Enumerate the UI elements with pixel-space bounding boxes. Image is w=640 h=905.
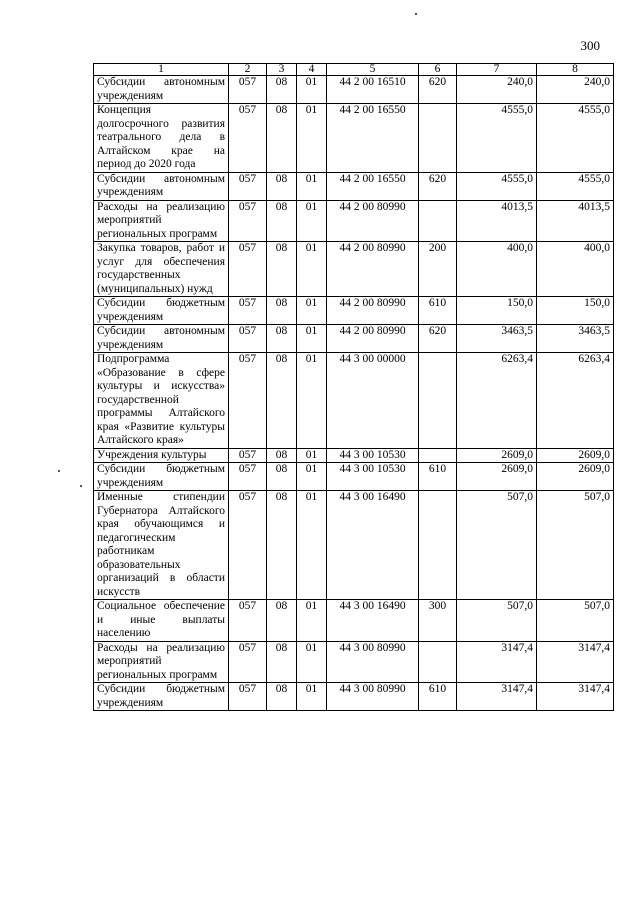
table-row — [94, 491, 614, 600]
scan-speck — [415, 13, 417, 15]
expense-type-code: 620 — [419, 76, 457, 104]
expense-type-code — [419, 491, 457, 600]
amount-2020: 400,0 — [537, 242, 614, 297]
budget-table — [93, 63, 614, 711]
amount-2019: 4555,0 — [457, 172, 537, 200]
table-row — [94, 600, 614, 642]
ministry-code: 057 — [229, 353, 267, 449]
section-code: 08 — [267, 353, 297, 449]
row-name: Концепция долгосрочного развития театрального дела в Алтайском крае на период до 2020 года — [94, 104, 229, 173]
target-article-code: 44 2 00 80990 — [327, 297, 419, 325]
amount-2020: 4013,5 — [537, 200, 614, 242]
section-code: 08 — [267, 600, 297, 642]
subsection-code: 01 — [297, 641, 327, 683]
amount-2019: 3147,4 — [457, 683, 537, 711]
expense-type-code — [419, 448, 457, 463]
subsection-code: 01 — [297, 683, 327, 711]
subsection-code: 01 — [297, 448, 327, 463]
row-name: Закупка товаров, работ и услуг для обеспечения государственных (муниципальных) нужд — [94, 242, 229, 297]
section-code: 08 — [267, 448, 297, 463]
ministry-code: 057 — [229, 600, 267, 642]
row-name: Именные стипендии Губернатора Алтайского края обучающимся и педагогическим работникам образовательных организаций в области искусств — [94, 491, 229, 600]
row-name: Подпрограмма «Образование в сфере культуры и искусства» государственной программы Алтайского края «Развитие культуры Алтайского края» — [94, 353, 229, 449]
table-row — [94, 297, 614, 325]
section-code: 08 — [267, 683, 297, 711]
target-article-code: 44 2 00 16550 — [327, 172, 419, 200]
section-code: 08 — [267, 200, 297, 242]
amount-2019: 2609,0 — [457, 463, 537, 491]
expense-type-code: 200 — [419, 242, 457, 297]
amount-2019: 3463,5 — [457, 325, 537, 353]
ministry-code: 057 — [229, 491, 267, 600]
table-row — [94, 641, 614, 683]
section-code: 08 — [267, 297, 297, 325]
column-number: 8 — [537, 64, 614, 76]
amount-2020: 3463,5 — [537, 325, 614, 353]
expense-type-code — [419, 641, 457, 683]
table-row — [94, 683, 614, 711]
table-row — [94, 463, 614, 491]
row-name: Социальное обеспечение и иные выплаты населению — [94, 600, 229, 642]
expense-type-code — [419, 200, 457, 242]
subsection-code: 01 — [297, 297, 327, 325]
table-row — [94, 353, 614, 449]
amount-2019: 507,0 — [457, 491, 537, 600]
ministry-code: 057 — [229, 641, 267, 683]
target-article-code: 44 2 00 80990 — [327, 200, 419, 242]
amount-2020: 2609,0 — [537, 463, 614, 491]
section-code: 08 — [267, 172, 297, 200]
target-article-code: 44 2 00 80990 — [327, 242, 419, 297]
expense-type-code: 610 — [419, 297, 457, 325]
section-code: 08 — [267, 104, 297, 173]
ministry-code: 057 — [229, 448, 267, 463]
column-number: 7 — [457, 64, 537, 76]
column-number: 5 — [327, 64, 419, 76]
column-number: 3 — [267, 64, 297, 76]
amount-2020: 3147,4 — [537, 683, 614, 711]
target-article-code: 44 2 00 16550 — [327, 104, 419, 173]
amount-2020: 150,0 — [537, 297, 614, 325]
column-number: 2 — [229, 64, 267, 76]
subsection-code: 01 — [297, 242, 327, 297]
ministry-code: 057 — [229, 76, 267, 104]
row-name: Субсидии бюджетным учреждениям — [94, 297, 229, 325]
ministry-code: 057 — [229, 683, 267, 711]
section-code: 08 — [267, 325, 297, 353]
column-number: 6 — [419, 64, 457, 76]
expense-type-code: 300 — [419, 600, 457, 642]
row-name: Субсидии автономным учреждениям — [94, 325, 229, 353]
section-code: 08 — [267, 76, 297, 104]
expense-type-code: 610 — [419, 683, 457, 711]
amount-2019: 4555,0 — [457, 104, 537, 173]
amount-2019: 150,0 — [457, 297, 537, 325]
expense-type-code: 610 — [419, 463, 457, 491]
amount-2019: 4013,5 — [457, 200, 537, 242]
table-row — [94, 76, 614, 104]
target-article-code: 44 3 00 10530 — [327, 463, 419, 491]
table-row — [94, 172, 614, 200]
section-code: 08 — [267, 641, 297, 683]
table-row — [94, 104, 614, 173]
table-row — [94, 448, 614, 463]
row-name: Расходы на реализацию мероприятий региональных программ — [94, 641, 229, 683]
subsection-code: 01 — [297, 463, 327, 491]
table-row — [94, 242, 614, 297]
expense-type-code — [419, 353, 457, 449]
subsection-code: 01 — [297, 104, 327, 173]
target-article-code: 44 3 00 16490 — [327, 491, 419, 600]
target-article-code: 44 3 00 80990 — [327, 683, 419, 711]
ministry-code: 057 — [229, 325, 267, 353]
amount-2019: 507,0 — [457, 600, 537, 642]
ministry-code: 057 — [229, 297, 267, 325]
row-name: Субсидии бюджетным учреждениям — [94, 683, 229, 711]
scan-speck — [80, 485, 82, 487]
column-number: 1 — [94, 64, 229, 76]
column-number: 4 — [297, 64, 327, 76]
amount-2020: 4555,0 — [537, 104, 614, 173]
expense-type-code — [419, 104, 457, 173]
subsection-code: 01 — [297, 200, 327, 242]
target-article-code: 44 3 00 00000 — [327, 353, 419, 449]
subsection-code: 01 — [297, 491, 327, 600]
table-body — [94, 76, 614, 711]
amount-2020: 240,0 — [537, 76, 614, 104]
subsection-code: 01 — [297, 353, 327, 449]
row-name: Субсидии автономным учреждениям — [94, 76, 229, 104]
target-article-code: 44 2 00 80990 — [327, 325, 419, 353]
target-article-code: 44 3 00 10530 — [327, 448, 419, 463]
amount-2019: 400,0 — [457, 242, 537, 297]
row-name: Расходы на реализацию мероприятий региональных программ — [94, 200, 229, 242]
section-code: 08 — [267, 242, 297, 297]
table-row — [94, 200, 614, 242]
amount-2020: 507,0 — [537, 491, 614, 600]
target-article-code: 44 2 00 16510 — [327, 76, 419, 104]
page-number: 300 — [580, 38, 600, 53]
row-name: Субсидии бюджетным учреждениям — [94, 463, 229, 491]
target-article-code: 44 3 00 16490 — [327, 600, 419, 642]
expense-type-code: 620 — [419, 172, 457, 200]
amount-2019: 240,0 — [457, 76, 537, 104]
amount-2020: 507,0 — [537, 600, 614, 642]
ministry-code: 057 — [229, 200, 267, 242]
amount-2020: 4555,0 — [537, 172, 614, 200]
amount-2019: 6263,4 — [457, 353, 537, 449]
ministry-code: 057 — [229, 242, 267, 297]
row-name: Учреждения культуры — [94, 448, 229, 463]
target-article-code: 44 3 00 80990 — [327, 641, 419, 683]
table-row — [94, 325, 614, 353]
subsection-code: 01 — [297, 76, 327, 104]
amount-2020: 3147,4 — [537, 641, 614, 683]
amount-2019: 3147,4 — [457, 641, 537, 683]
section-code: 08 — [267, 463, 297, 491]
row-name: Субсидии автономным учреждениям — [94, 172, 229, 200]
ministry-code: 057 — [229, 172, 267, 200]
subsection-code: 01 — [297, 325, 327, 353]
subsection-code: 01 — [297, 600, 327, 642]
column-number-row — [94, 64, 614, 76]
subsection-code: 01 — [297, 172, 327, 200]
expense-type-code: 620 — [419, 325, 457, 353]
ministry-code: 057 — [229, 104, 267, 173]
ministry-code: 057 — [229, 463, 267, 491]
amount-2020: 6263,4 — [537, 353, 614, 449]
amount-2019: 2609,0 — [457, 448, 537, 463]
amount-2020: 2609,0 — [537, 448, 614, 463]
scan-speck — [58, 470, 60, 472]
section-code: 08 — [267, 491, 297, 600]
